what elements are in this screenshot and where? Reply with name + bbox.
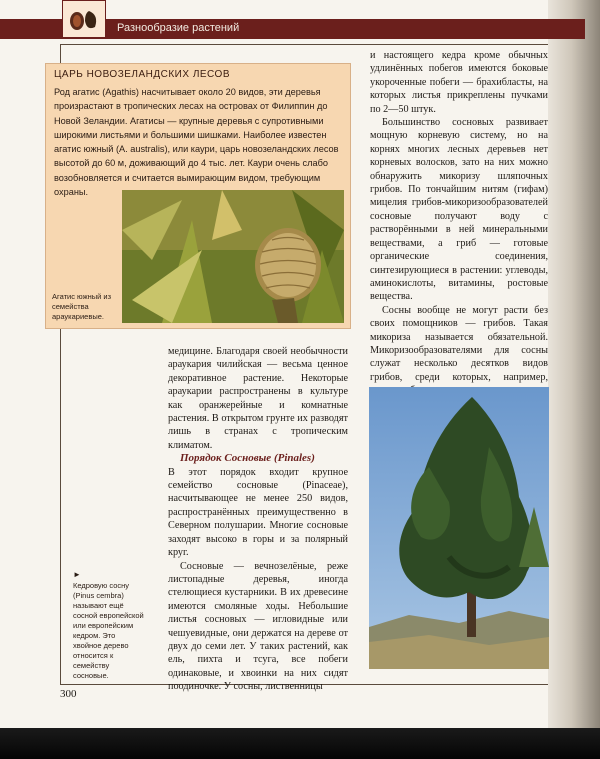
right-column bbox=[370, 49, 548, 398]
section-emblem-icon bbox=[62, 0, 106, 38]
right-column-paragraph: Большинство сосновых развивает мощную корневую систему, но на корнях многих лесных деревьев нет корневых волосков, зато на них можно обнаружить микоризу шляпочных грибов. По тончайшим нитям (гифам) мицелия грибов-микоризообразователей сосновые получают воду с растворёнными в ней минеральными веществами, а гриб — готовые органические соединения, синтезирующиеся в растении: углеводы, аминокислоты, витамины, ростовые вещества. bbox=[370, 117, 548, 303]
sidebar-box-title: ЦАРЬ НОВОЗЕЛАНДСКИХ ЛЕСОВ bbox=[54, 69, 230, 80]
pine-photo bbox=[369, 387, 549, 669]
middle-column-paragraph: В этот порядок входит крупное семейство сосновые (Pinaceae), насчитывающее не менее 250 видов, распространённых преимущественно в Северном полушарии. Многие сосновые заходят высоко в горы и за полярный круг. bbox=[168, 466, 348, 559]
page-number: 300 bbox=[60, 688, 77, 700]
section-subheading: Порядок Сосновые (Pinales) bbox=[180, 452, 315, 465]
pine-photo-caption: Кедровую сосну (Pinus cembra) называют ещё сосной европейской или европейским кедром. Это хвойное дерево относится к семейству сосновые. bbox=[73, 581, 144, 680]
agathis-photo bbox=[122, 190, 344, 323]
middle-column-lead-paragraph: медицине. Благодаря своей необычности араукария чилийская — весьма ценное декоративное растение. Некоторые араукарии распространены в культуре как оранжерейные и комнатные растения. В открытом грунте их разводят лишь в странах с тропическим климатом. bbox=[168, 346, 348, 451]
middle-column-paragraph: Сосновые — вечнозелёные, реже листопадные деревья, иногда стелющиеся кустарники. В их древесине имеются смоляные ходы. Небольшие листья сосновых — игловидные или чешуевидные, они держатся на дереве от двух до семи лет. У таких растений, как ель, пихта и тсуга, все побеги одинаковые, и хвоинки на них сидят поодиночке. У сосны, лиственницы bbox=[168, 560, 348, 693]
agathis-photo-caption: Агатис южный из семейства араукариевые. bbox=[52, 292, 112, 321]
frame-rule-top bbox=[60, 44, 548, 45]
section-title: Разнообразие растений bbox=[117, 22, 240, 34]
middle-column bbox=[168, 345, 348, 694]
caption-arrow-icon: ► bbox=[73, 570, 81, 579]
right-column-paragraph: Сосны вообще не могут расти без своих помощников — грибов. Такая микориза называется обязательной. Микоризообразователями для сосны служат несколько десятков видов грибов, среди которых, например, bbox=[370, 304, 548, 383]
pine-photo-caption-block bbox=[73, 570, 145, 681]
right-column-paragraph: и настоящего кедра кроме обычных удлинённых побегов имеются боковые укороченные побеги — брахибласты, на которых листья прикреплены пучками по 2—50 штук. bbox=[370, 50, 548, 115]
page-gutter-edge bbox=[548, 0, 600, 730]
scan-bottom-shadow bbox=[0, 728, 600, 759]
sidebar-box-text: Род агатис (Agathis) насчитывает около 20 видов, эти деревья произрастают в тропических лесах на островах от Филиппин до Новой Зеландии. Агатисы — крупные деревья с супротивными широкими листьями и большими шишками. Наиболее известен агатис южный (A. australis), или каури, царь новозеландских лесов высотой до 60 м, доживающий до 4 тыс. лет. Каури очень слабо возобновляется и считается вымирающим видом, требующим охраны. bbox=[54, 87, 339, 198]
